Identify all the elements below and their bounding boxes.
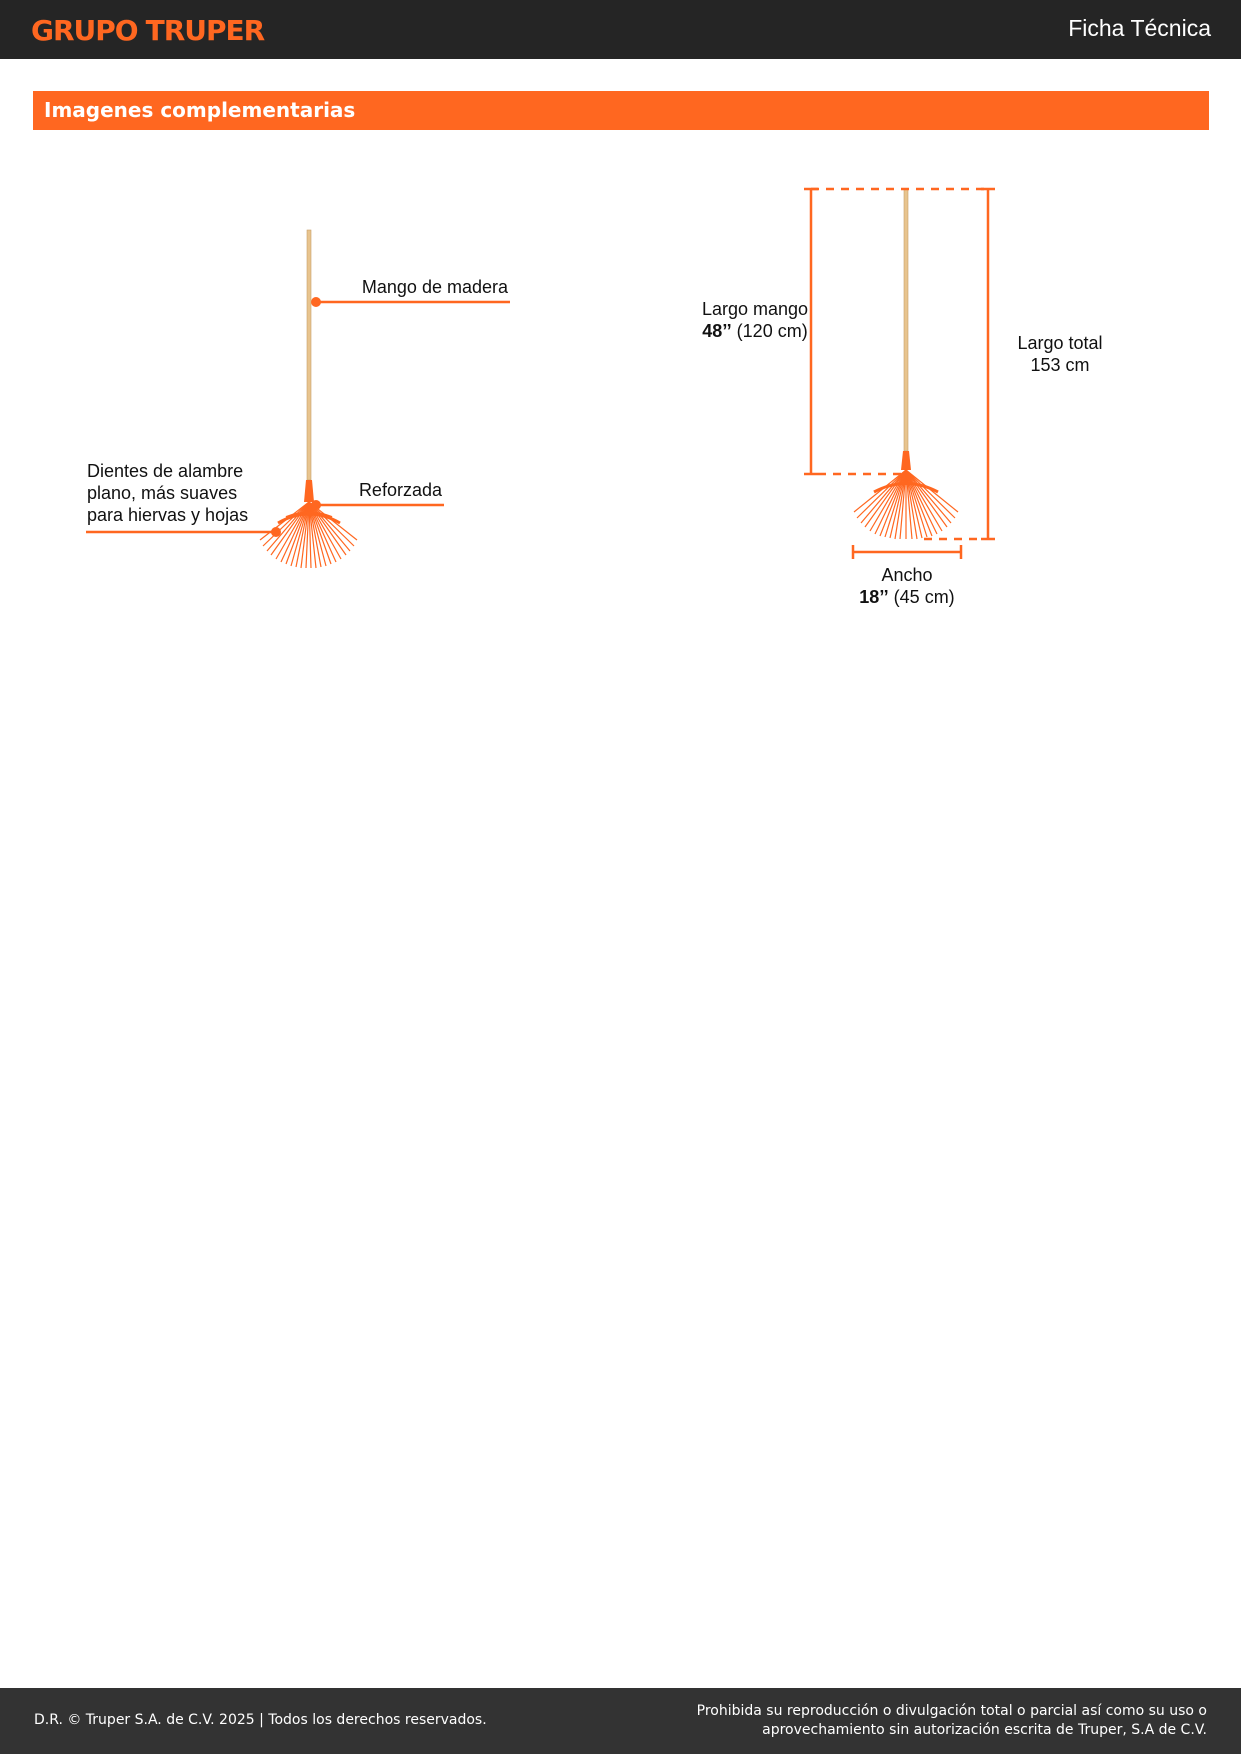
disclaimer-text: [697, 1702, 1207, 1740]
teeth-callout-line2: plano, más suaves: [87, 483, 238, 503]
width-value: [837, 586, 977, 608]
handle-length-cm: (120 cm): [736, 321, 808, 341]
disclaimer-line2: aprovechamiento sin autorización escrita de Truper, S.A de C.V.: [762, 1722, 1207, 1738]
section-title: Imagenes complementarias: [44, 98, 356, 122]
brand-logo-word-truper: TRUPER: [145, 14, 265, 47]
page-header: [0, 0, 1241, 59]
dimension-lines-icon: [660, 140, 1120, 620]
handle-length-inches: 48’’: [702, 321, 732, 341]
handle-length-title: Largo mango: [701, 299, 809, 319]
reinforced-callout-label: Reforzada: [358, 480, 442, 500]
width-title: Ancho: [881, 565, 933, 585]
brand-logo-word-grupo: GRUPO: [31, 14, 138, 47]
teeth-callout-label: [87, 460, 248, 526]
handle-length-value: [685, 320, 825, 342]
section-header: [33, 91, 1209, 130]
width-cm: (45 cm): [893, 587, 955, 607]
disclaimer-line1: Prohibida su reproducción o divulgación total o parcial así como su uso o: [696, 1703, 1207, 1719]
teeth-callout-line3: para hiervas y hojas: [87, 505, 249, 525]
total-length-value: 153 cm: [1030, 355, 1090, 375]
total-length-label: [990, 332, 1130, 376]
total-length-title: Largo total: [1017, 333, 1103, 353]
rake-dimensions-figure: [660, 140, 1120, 640]
copyright-text: D.R. © Truper S.A. de C.V. 2025 | Todos los derechos reservados.: [34, 1712, 487, 1728]
document-type-title: Ficha Técnica: [1068, 15, 1211, 41]
rake-head-tines: [854, 470, 958, 539]
handle-length-label: [685, 298, 825, 342]
rake-features-figure: [60, 140, 580, 640]
handle-callout-label: Mango de madera: [361, 277, 508, 297]
width-inches: 18’’: [859, 587, 889, 607]
teeth-callout-line1: Dientes de alambre: [87, 461, 244, 481]
page-footer: [0, 1688, 1241, 1754]
width-label: [837, 564, 977, 608]
brand-logo: [31, 15, 264, 47]
